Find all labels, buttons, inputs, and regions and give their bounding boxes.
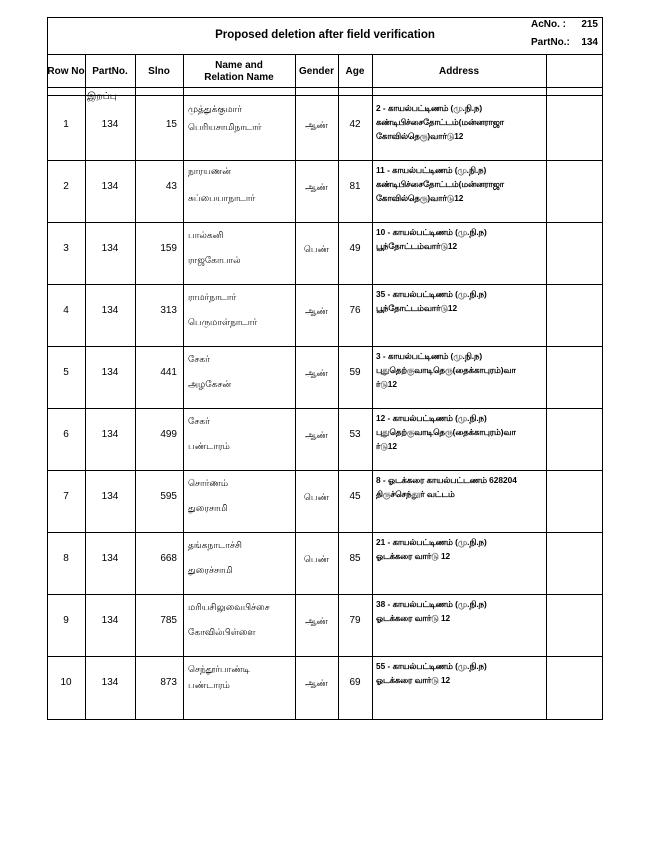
serial-no: 873	[160, 677, 177, 688]
elector-name: சேகர்	[188, 416, 210, 426]
part-no: 134	[101, 305, 119, 316]
row-number: 2	[63, 181, 69, 192]
address-line: 3 - காயல்பட்டிணம் (மு.நி.ந)	[376, 351, 483, 361]
address-line: புதுதெற்குவாடிதெரு(தைக்காபுரம்)வா	[376, 427, 516, 437]
row-number: 8	[63, 553, 69, 564]
address	[376, 163, 544, 205]
age: 49	[349, 243, 361, 254]
serial-no: 668	[160, 553, 177, 564]
elector-name: சொர்ணம்	[188, 478, 229, 488]
serial-no: 499	[160, 429, 177, 440]
gender: ஆண்	[305, 430, 328, 440]
relation-name: பண்டாரம்	[188, 441, 230, 451]
relation-name: பண்டாரம்	[188, 680, 230, 690]
ac-value: 215	[581, 19, 598, 30]
age: 81	[349, 181, 361, 192]
gender: பெண்	[303, 554, 330, 564]
serial-no: 159	[160, 243, 177, 254]
address-line: 2 - காயல்பட்டிணம் (மு.நி.ந)	[376, 103, 483, 113]
relation-name: சுப்பையாநாடார்	[188, 193, 256, 203]
row-number: 3	[63, 243, 69, 254]
table-row	[47, 346, 603, 408]
report-title: Proposed deletion after field verification	[215, 29, 435, 41]
col-address: Address	[438, 65, 479, 77]
column-header-row	[47, 55, 603, 88]
elector-name: பால்கனி	[188, 230, 224, 240]
report-header	[47, 17, 603, 55]
age: 59	[349, 367, 361, 378]
address-line: 55 - காயல்பட்டிணம் (மு.நி.ந)	[376, 661, 487, 671]
age: 69	[349, 677, 361, 688]
serial-no: 441	[160, 367, 177, 378]
table-row	[47, 160, 603, 222]
col-slno: Slno	[148, 65, 170, 77]
relation-name: அழகேசன்	[188, 379, 232, 389]
table-row	[47, 532, 603, 594]
address-line: ஓடக்கரை வார்டு 12	[376, 613, 451, 623]
relation-name: பெரியசாமிநாடார்	[188, 122, 262, 132]
relation-name: துரைசாமி	[188, 503, 228, 513]
row-number: 1	[63, 119, 69, 130]
row-number: 5	[63, 367, 69, 378]
relation-name: துரைச்சாமி	[188, 565, 233, 575]
address-line: ஓடக்கரை வார்டு 12	[376, 551, 451, 561]
table-row	[47, 594, 603, 656]
row-number: 6	[63, 429, 69, 440]
row-number: 7	[63, 491, 69, 502]
address-line: கண்டிபிச்சைதோட்டம்(மன்னராஜா	[376, 117, 504, 127]
row-number: 9	[63, 615, 69, 626]
elector-name: மரியசிலுவைபிச்சை	[188, 602, 270, 612]
gender: ஆண்	[305, 120, 328, 130]
elector-name: செந்தூர்பாண்டி	[188, 664, 250, 674]
age: 79	[349, 615, 361, 626]
address-line: பூந்தோட்டம்வார்டு12	[376, 303, 458, 313]
elector-name: நாரயணன்	[188, 166, 232, 176]
gender: ஆண்	[305, 306, 328, 316]
part-no: 134	[101, 491, 119, 502]
address	[376, 101, 544, 143]
address-line: 11 - காயல்பட்டிணம் (மு.நி.ந)	[376, 165, 487, 175]
elector-name: சேகர்	[188, 354, 210, 364]
part-value: 134	[581, 37, 598, 48]
table-row	[47, 284, 603, 346]
table-row	[47, 470, 603, 532]
gender: ஆண்	[305, 616, 328, 626]
elector-name: தங்கநாடாச்சி	[188, 540, 242, 550]
address-line: கோவில்தெரு)வார்டு12	[376, 193, 464, 203]
address	[376, 597, 544, 625]
col-gender: Gender	[298, 65, 334, 77]
serial-no: 15	[165, 119, 177, 130]
col-name-line2: Relation Name	[204, 71, 274, 83]
gender: பெண்	[303, 492, 330, 502]
serial-no: 313	[160, 305, 177, 316]
address-line: கோவில்தெரு)வார்டு12	[376, 131, 464, 141]
address-line: ர்டு12	[376, 441, 397, 451]
address	[376, 287, 544, 315]
row-divider	[47, 95, 603, 96]
col-part-no: PartNo.	[92, 65, 128, 77]
col-name-line1: Name and	[215, 59, 263, 71]
address	[376, 473, 544, 501]
address-line: 38 - காயல்பட்டிணம் (மு.நி.ந)	[376, 599, 487, 609]
serial-no: 595	[160, 491, 177, 502]
address-line: பூந்தோட்டம்வார்டு12	[376, 241, 458, 251]
relation-name: ராஜகோபால்	[188, 255, 241, 265]
part-no: 134	[101, 243, 119, 254]
elector-name: ராமர்நாடார்	[188, 292, 237, 302]
gender: ஆண்	[305, 368, 328, 378]
address-line: ஓடக்கரை வார்டு 12	[376, 675, 451, 685]
table-row	[47, 408, 603, 470]
gender: ஆண்	[305, 678, 328, 688]
address	[376, 225, 544, 253]
address-line: ர்டு12	[376, 379, 397, 389]
address	[376, 349, 544, 391]
address	[376, 659, 544, 687]
ac-label: AcNo. :	[531, 19, 566, 30]
address-line: 8 - ஓடக்கரை காயல்பட்டணம் 628204	[376, 475, 517, 485]
part-no: 134	[101, 119, 119, 130]
relation-name: கோவில்பிள்ளை	[188, 627, 256, 637]
address-line: 35 - காயல்பட்டிணம் (மு.நி.ந)	[376, 289, 487, 299]
address-line: 10 - காயல்பட்டிணம் (மு.நி.ந)	[376, 227, 487, 237]
row-number: 10	[60, 677, 72, 688]
part-no: 134	[101, 181, 119, 192]
address	[376, 535, 544, 563]
category-label: இறப்பு	[87, 91, 117, 102]
age: 45	[349, 491, 361, 502]
row-number: 4	[63, 305, 69, 316]
address-line: 21 - காயல்பட்டிணம் (மு.நி.ந)	[376, 537, 487, 547]
table-row	[47, 222, 603, 284]
age: 42	[349, 119, 361, 130]
age: 85	[349, 553, 361, 564]
col-row-no: Row No	[47, 65, 85, 77]
address-line: 12 - காயல்பட்டிணம் (மு.நி.ந)	[376, 413, 487, 423]
relation-name: பெருமாள்நாடார்	[188, 317, 258, 327]
address	[376, 411, 544, 453]
part-no: 134	[101, 553, 119, 564]
col-name	[183, 55, 295, 88]
serial-no: 43	[165, 181, 177, 192]
address-line: கண்டிபிச்சைதோட்டம்(மன்னராஜா	[376, 179, 504, 189]
part-no: 134	[101, 615, 119, 626]
part-label: PartNo.:	[531, 37, 570, 48]
table-row	[47, 98, 603, 160]
gender: பெண்	[303, 244, 330, 254]
age: 53	[349, 429, 361, 440]
ac-number	[531, 19, 598, 30]
address-line: புதுதெற்குவாடிதெரு(தைக்காபுரம்)வா	[376, 365, 516, 375]
gender: ஆண்	[305, 182, 328, 192]
part-no: 134	[101, 677, 119, 688]
part-no: 134	[101, 429, 119, 440]
part-no: 134	[101, 367, 119, 378]
table-row	[47, 656, 603, 718]
serial-no: 785	[160, 615, 177, 626]
col-age: Age	[345, 65, 365, 77]
part-number	[531, 37, 598, 48]
age: 76	[349, 305, 361, 316]
elector-name: முத்துக்குமார்	[188, 104, 243, 114]
address-line: திருச்செந்தூர் வட்டம்	[376, 489, 455, 499]
